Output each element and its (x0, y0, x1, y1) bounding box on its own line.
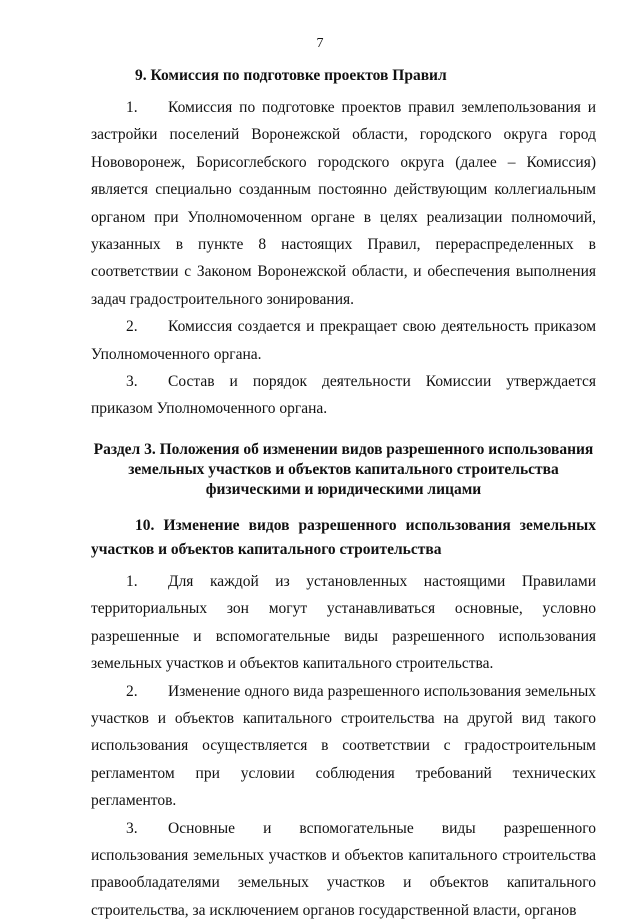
article-9-item (91, 368, 596, 423)
item-text: Основные и вспомогательные виды разрешенного использования земельных участков и объектов капитального строительства правообладателями земельных участков и объектов капитального строительства, за исключением органов государственной власти, органов (91, 819, 596, 919)
item-number: 2. (126, 318, 138, 336)
document-body (91, 64, 596, 924)
item-number: 1. (126, 572, 138, 590)
article-10-item (91, 815, 596, 924)
article-9-title: 9. Комиссия по подготовке проектов Правил (135, 67, 447, 84)
section-3-title (91, 440, 596, 500)
article-10-item (91, 678, 596, 815)
item-text: Изменение одного вида разрешенного использования земельных участков и объектов капитального строительства на другой вид такого использования осуществляется в соответствии с градостроительным регламентом при условии соблюдения требований технических регламентов. (91, 682, 596, 810)
section-title-line: физическими и юридическими лицами (205, 480, 482, 498)
article-9-item (91, 313, 596, 368)
section-title-line: Раздел 3. Положения об изменении видов разрешенного использования (93, 440, 594, 458)
section-title-line: земельных участков и объектов капитального строительства (128, 460, 559, 478)
item-text: Комиссия по подготовке проектов правил землепользования и застройки поселений Воронежской области, городского округа город Нововоронеж, Борисоглебского городского округа (далее – Комиссия) является специально созданным постоянно действующим коллегиальным органом при Уполномоченном органе в целях реализации полномочий, указанных в пункте 8 настоящих Правил, перераспределенных в соответствии с Законом Воронежской области, и обеспечения выполнения задач градостроительного зонирования. (91, 99, 596, 308)
page-number: 7 (316, 36, 324, 51)
item-text: Для каждой из установленных настоящими Правилами территориальных зон могут устанавливаться основные, условно разрешенные и вспомогательные виды разрешенного использования земельных участков и объектов капитального строительства. (91, 572, 596, 673)
item-number: 2. (126, 682, 138, 700)
article-10-item (91, 568, 596, 678)
article-10-title: 10. Изменение видов разрешенного использования земельных участков и объектов капитального строительства (91, 516, 596, 558)
item-number: 1. (126, 99, 138, 116)
item-text: Комиссия создается и прекращает свою деятельность приказом Уполномоченного органа. (91, 318, 596, 363)
item-number: 3. (126, 373, 138, 391)
article-9-item (91, 94, 596, 313)
item-text: Состав и порядок деятельности Комиссии утверждается приказом Уполномоченного органа. (91, 373, 596, 418)
item-number: 3. (126, 819, 138, 837)
